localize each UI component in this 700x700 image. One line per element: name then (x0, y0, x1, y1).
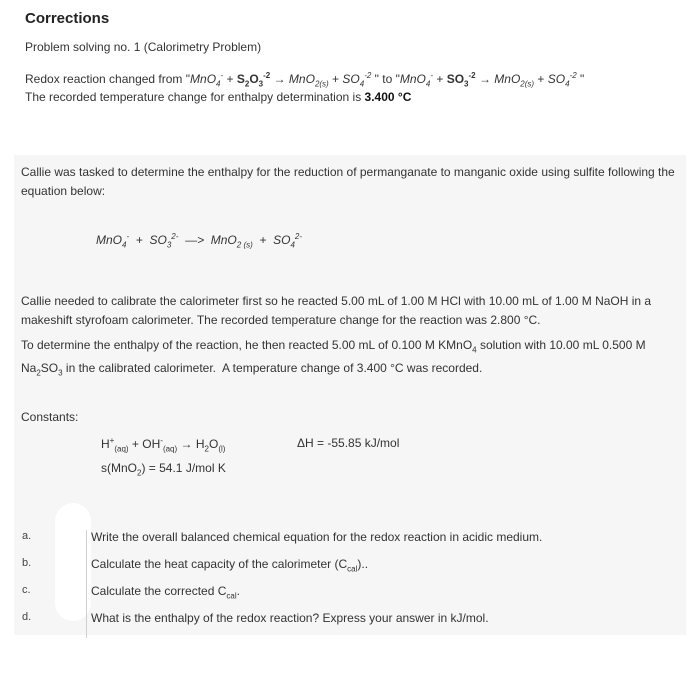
letter-c: c. (22, 584, 31, 596)
problem-heading: Problem solving no. 1 (Calorimetry Problem) (25, 40, 262, 54)
question-letters (22, 530, 31, 638)
page-title: Corrections (25, 10, 110, 27)
question-b: Calculate the heat capacity of the calorimeter $(C_{cal})$.. (86, 557, 542, 584)
letter-a: a. (22, 530, 32, 542)
constants-label: Constants: (21, 410, 79, 424)
reaction-equation: $MnO_4^- + SO_3^{2-}$ —> $MnO_{2 (s)} + SO_4^{2-}$ (96, 232, 303, 250)
redox-change-line: Redox reaction changed from "$MnO_4^- + S_2O_3^{-2} \to MnO_{2(s)} + SO_4^{-2}$ " to "$MnO_4^- + SO_3^{-2} \to MnO_{2(s)} + SO_4^{-2}$ " (25, 71, 585, 89)
recorded-temperature (25, 90, 411, 104)
intro-paragraph: Callie was tasked to determine the enthalpy for the reduction of permanganate to manganic oxide using sulfite following the equation below: (21, 165, 675, 198)
recorded-prefix: The recorded temperature change for enthalpy determination is (25, 90, 365, 104)
question-d: What is the enthalpy of the redox reaction? Express your answer in kJ/mol. (86, 611, 542, 638)
letter-b: b. (22, 557, 32, 569)
delta-h-value: ΔH = -55.85 kJ/mol (297, 436, 400, 450)
entropy-constant: s(MnO$_2$) = 54.1 J/mol K (101, 461, 226, 478)
question-c: Calculate the corrected $C_{cal}$. (86, 584, 542, 611)
neutralization-equation: $H^+_{(aq)} + OH^-_{(aq)} \to H_2O_{(l)}$ (101, 436, 226, 454)
recorded-value: 3.400 °C (364, 90, 412, 104)
question-a: Write the overall balanced chemical equation for the redox reaction in acidic medium. (86, 530, 542, 557)
letter-d: d. (22, 611, 32, 623)
question-list (86, 530, 542, 638)
enthalpy-paragraph: To determine the enthalpy of the reaction, he then reacted 5.00 mL of 0.100 M KMnO$_4$ solution with 10.00 mL 0.500 M $Na_2SO_3$ in the calibrated calorimeter. A temperature change of 3.400 °C was recorded. (21, 338, 646, 378)
calibration-paragraph: Callie needed to calibrate the calorimeter first so he reacted 5.00 mL of 1.00 M HCl with 10.00 mL of 1.00 M NaOH in a makeshift styrofoam calorimeter. The recorded temperature change for the reaction was 2.800 °C. (21, 294, 652, 327)
